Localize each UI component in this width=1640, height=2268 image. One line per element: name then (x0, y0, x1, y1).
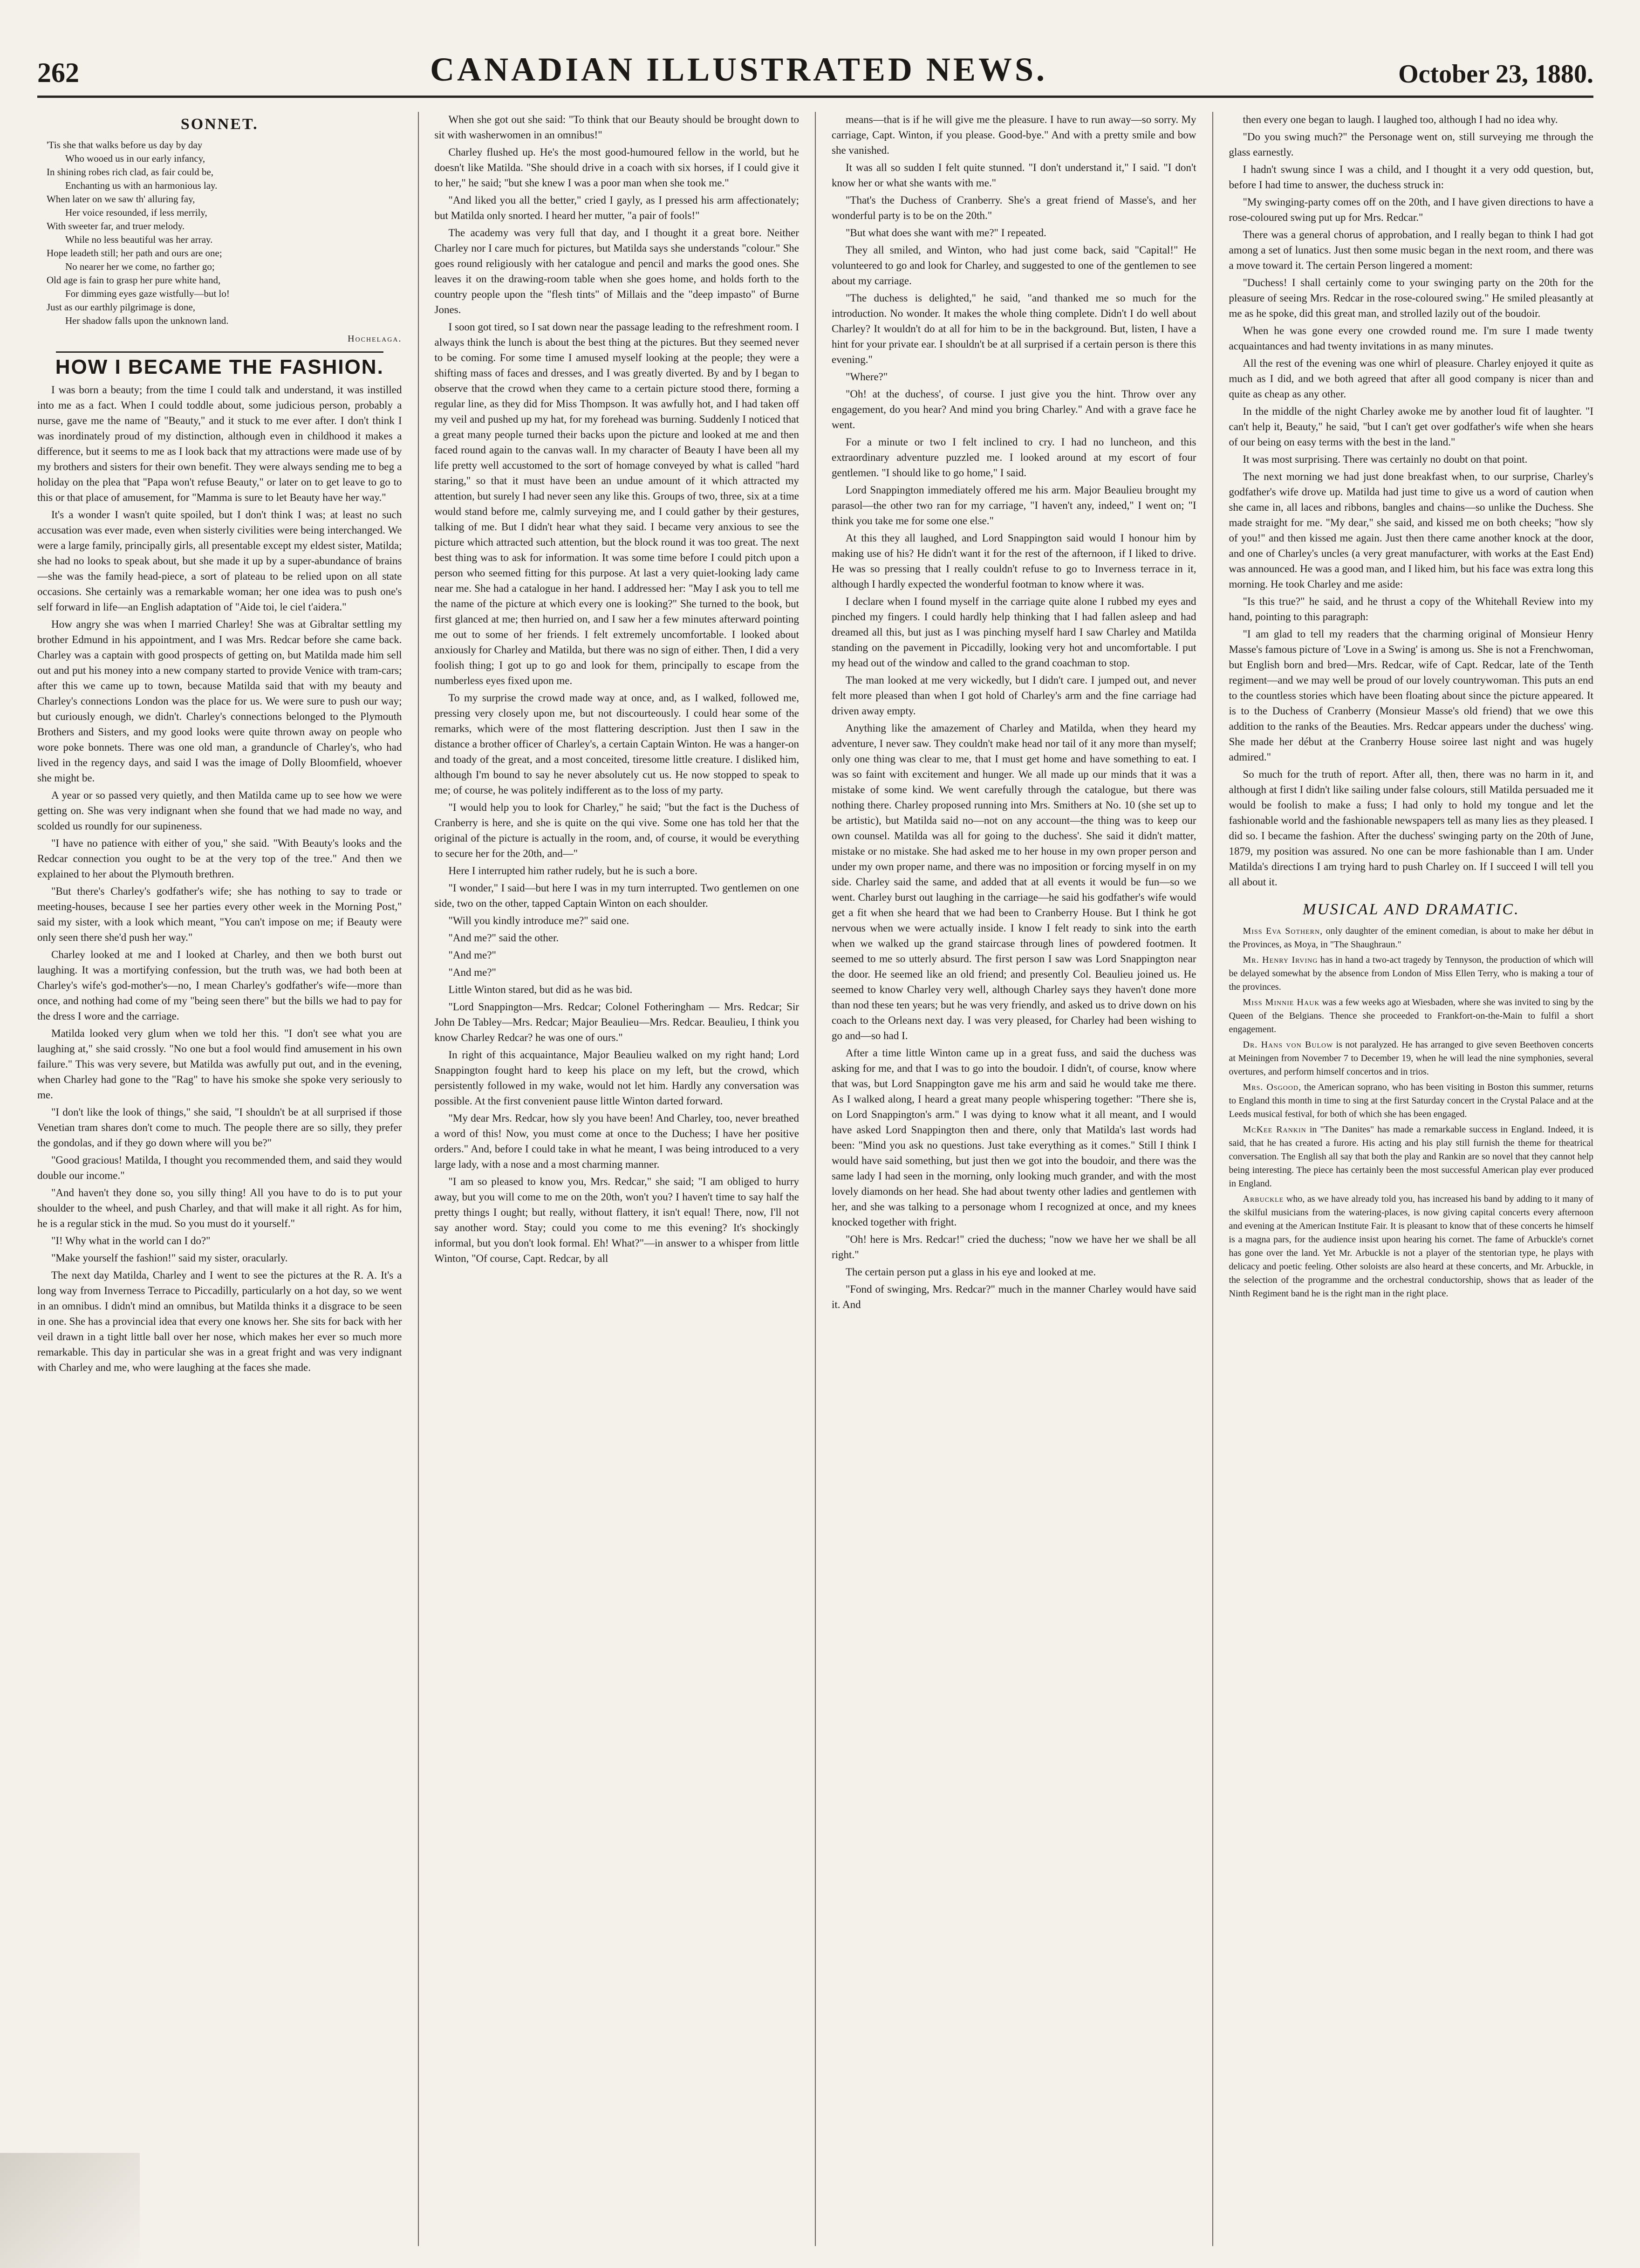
sonnet-line: Her voice resounded, if less merrily, (65, 207, 207, 218)
issue-date: October 23, 1880. (1398, 60, 1593, 89)
story-paragraph: "I am so pleased to know you, Mrs. Redcar," she said; "I am obliged to hurry away, but you will come to me on the 20th, won't you? I haven't time to say half the pretty things I ought; but really, without flattery, it isn't equal! There, now, I'll not say another word. Stay; could you come to me this evening? It's shockingly informal, but you don't look formal. Eh! What?"—in answer to a whisper from little Winton, "Of course, Capt. Redcar, by all (434, 1176, 799, 1264)
column-3 (815, 112, 1212, 2246)
musical-item (1229, 1038, 1594, 1079)
story-paragraph: "I wonder," I said—but here I was in my turn interrupted. Two gentlemen on one side, two on the other, tapped Captain Winton on each shoulder. (434, 882, 799, 909)
column-2 (418, 112, 815, 2246)
sonnet-signature: Hochelaga. (348, 334, 402, 344)
sonnet-line: Who wooed us in our early infancy, (65, 153, 205, 164)
musical-item (1229, 1192, 1594, 1301)
sonnet-line: With sweeter far, and truer melody. (47, 220, 185, 232)
story-paragraph: A year or so passed very quietly, and then Matilda came up to see how we were getting on. She was very indignant when she found that we had made no way, and scolded us roundly for our supineness. (37, 789, 402, 832)
article-title: HOW I BECAME THE FASHION. (55, 356, 384, 378)
story-paragraph: It was most surprising. There was certainly no doubt on that point. (1243, 453, 1528, 465)
story-paragraph: "And liked you all the better," cried I gayly, as I pressed his arm affectionately; but Matilda only snorted. I heard her mutter, "a pair of fools!" (434, 194, 799, 221)
story-paragraph: "My dear Mrs. Redcar, how sly you have been! And Charley, too, never breathed a word of this! Now, you must come at once to the Duchess; I have her positive orders." And, before I could take in what he meant, I was being introduced to a very large lady, with a nose and a most charming manner. (434, 1112, 799, 1170)
column-4 (1212, 112, 1594, 2246)
story-text-col4 (1229, 112, 1594, 890)
story-paragraph: At this they all laughed, and Lord Snappington said would I honour him by making use of his? He didn't want it for the rest of the afternoon, if I liked to drive. He was so pressing that I really couldn't refuse to go to Inverness terrace in it, although I hardly expected the wonderful footman to know where it was. (832, 532, 1196, 590)
sonnet-line: 'Tis she that walks before us day by day (47, 139, 203, 151)
story-paragraph: means—that is if he will give me the pleasure. I have to run away—so sorry. My carriage, Capt. Winton, if you please. Good-bye." And with a pretty smile and bow she vanished. (832, 114, 1196, 156)
divider-rule (56, 351, 383, 353)
sonnet-line: While no less beautiful was her array. (65, 234, 213, 245)
sonnet-line: Old age is fain to grasp her pure white hand, (47, 274, 221, 286)
story-paragraph: It was all so sudden I felt quite stunned. "I don't understand it," I said. "I don't know her or what she wants with me." (832, 162, 1196, 189)
musical-item-name: Arbuckle (1243, 1194, 1284, 1204)
story-paragraph: "But what does she want with me?" I repeated. (846, 227, 1046, 239)
story-paragraph: The next day Matilda, Charley and I went to see the pictures at the R. A. It's a long way from Inverness Terrace to Piccadilly, particularly on a hot day, so we went in an omnibus. I didn't mind an omnibus, but Matilda thinks it a disgrace to be seen in one. She has a provincial idea that every one knows her. She sits for back with her veil drawn in a tight little ball over her nose, which makes her ever so much more remarkable. This day in particular she was in a great fright and was very indignant with Charley and me, who were laughing at the faces she made. (37, 1269, 402, 1373)
story-paragraph: In right of this acquaintance, Major Beaulieu walked on my right hand; Lord Snappington fought hard to keep his place on my left, but the crowd, which persistently followed in my wake, would not let him. Hardly any conversation was possible. At the first convenient pause little Winton darted forward. (434, 1049, 799, 1107)
story-paragraph: "I! Why what in the world can I do?" (51, 1235, 211, 1247)
musical-items (1229, 925, 1594, 1301)
story-paragraph: then every one began to laugh. I laughed too, although I had no idea why. (1243, 114, 1558, 125)
story-text-col2 (435, 112, 800, 1266)
musical-item-text: has in hand a two-act tragedy by Tennyson, the production of which will be delayed somewhat by the absence from London of Miss Ellen Terry, who is making a tour of the provinces. (1229, 955, 1593, 992)
story-paragraph: "And me?" (448, 949, 496, 961)
story-paragraph: The certain person put a glass in his eye and looked at me. (846, 1266, 1096, 1278)
sonnet-line: No nearer her we come, no farther go; (65, 261, 215, 272)
story-paragraph: "Duchess! I shall certainly come to your swinging party on the 20th for the pleasure of seeing Mrs. Redcar in the rose-coloured swing." He smiled pleasantly at me as he spoke, did this great man, and strolled lazily out of the boudoir. (1229, 277, 1593, 319)
musical-item (1229, 925, 1594, 952)
musical-item-name: Mrs. Osgood, (1243, 1082, 1302, 1092)
musical-item-name: Miss Minnie Hauk (1243, 997, 1320, 1007)
musical-item-text: who, as we have already told you, has increased his band by adding to it many of the skilful musicians from the watering-places, is now giving capital concerts every afternoon and evening at the American Institute Fair. It is pleasant to know that of these concerts he himself is a magna pars, for the audience insist upon hearing his cornet. The fame of Arbuckle's cornet has gone over the land. Yet Mr. Arbuckle is not a player of the stentorian type, he plays with delicacy and poetic feeling. Other soloists are also heard at these concerts, and Mr. Arbuckle, in the selection of the programme and the orchestral conductorship, shows that as leader of the Ninth Regiment band he is the right man in the right place. (1229, 1194, 1593, 1299)
sonnet-line: For dimming eyes gaze wistfully—but lo! (65, 288, 230, 299)
story-paragraph: All the rest of the evening was one whirl of pleasure. Charley enjoyed it quite as much as I did, and we both agreed that after all good company is nicer than and quite as cheap as any other. (1229, 357, 1593, 400)
musical-item (1229, 1123, 1594, 1191)
story-paragraph: Matilda looked very glum when we told her this. "I don't see what you are laughing at," she said crossly. "No one but a fool would find amusement in his own failure." This was very severe, but Matilda was awfully put out, and in the evening, when Charley had gone to the "Rag" to have his smoke she spoke very seriously to me. (37, 1028, 402, 1101)
story-paragraph: "But there's Charley's godfather's wife; she has nothing to say to trade or meeting-houses, because I see her parties every other week in the Morning Post," said my sister, with a look which meant, "You can't impose on me; if Beauty were only seen there she'd push her way." (37, 885, 402, 943)
story-paragraph: "Lord Snappington—Mrs. Redcar; Colonel Fotheringham — Mrs. Redcar; Sir John De Tabley—Mrs. Redcar; Major Beaulieu—Mrs. Redcar. Beaulieu, I think you know Charley Redcar? he was one of ours." (434, 1001, 799, 1043)
story-paragraph: Charley looked at me and I looked at Charley, and then we both burst out laughing. It was a mortifying confession, but the truth was, we had both been at Charley's wife's god-mother's—no, I mean Charley's godfather's wife—more than once, and nothing had come of my "being seen there" but the bills we had to pay for the dress I wore and the carriage. (37, 949, 402, 1022)
musical-item-name: McKee Rankin (1243, 1124, 1306, 1135)
musical-item-name: Dr. Hans von Bulow (1243, 1040, 1333, 1050)
masthead (37, 19, 1593, 98)
musical-item-text: is not paralyzed. He has arranged to give seven Beethoven concerts at Meiningen from November 7 to December 19, when he will lead the nine symphonies, several overtures, and perform himself concertos and in trios. (1229, 1040, 1593, 1077)
story-paragraph: "I have no patience with either of you," she said. "With Beauty's looks and the Redcar connection you ought to be at the very top of the tree." And then we explained to her about the Plymouth brethren. (37, 837, 402, 880)
musical-item-text: the American soprano, who has been visiting in Boston this summer, returns to England this month in time to sing at the first Saturday concert in the Crystal Palace and at the Leeds musical festival, for both of which she has been engaged. (1229, 1082, 1593, 1119)
story-paragraph: In the middle of the night Charley awoke me by another loud fit of laughter. "I can't help it, Beauty," he said, "but I can't get over godfather's wife when she hears of our being on easy terms with the best in the land." (1229, 405, 1593, 448)
story-paragraph: When she got out she said: "To think that our Beauty should be brought down to sit with washerwomen in an omnibus!" (434, 114, 799, 141)
story-paragraph: When he was gone every one crowded round me. I'm sure I made twenty acquaintances and had twenty invitations in as many minutes. (1229, 325, 1593, 352)
musical-item-text: in "The Danites" has made a remarkable success in England. Indeed, it is said, that he has created a furore. His acting and his play still furnish the theme for theatrical conversation. The English all say that both the play and Rankin are so novel that they cannot help being interesting. The piece has certainly been the most successful American play ever produced in England. (1229, 1124, 1593, 1189)
story-text-col3 (832, 112, 1196, 1312)
musical-item-name: Miss Eva Sothern, (1243, 926, 1323, 936)
sonnet-line: Just as our earthly pilgrimage is done, (47, 301, 196, 313)
newspaper-page (19, 19, 1612, 2246)
sonnet-line: Enchanting us with an harmonious lay. (65, 180, 218, 191)
story-paragraph: I hadn't swung since I was a child, and I thought it a very odd question, but, before I had time to answer, the duchess struck in: (1229, 164, 1593, 191)
story-paragraph: "Fond of swinging, Mrs. Redcar?" much in the manner Charley would have said it. And (832, 1283, 1196, 1310)
story-text-col1 (37, 382, 402, 1375)
story-paragraph: "Good gracious! Matilda, I thought you recommended them, and said they would double our income." (37, 1154, 402, 1181)
story-paragraph: "I would help you to look for Charley," he said; "but the fact is the Duchess of Cranberry is here, and she is quite on the qui vive. Some one has told her that the original of the picture is actually in the room, and, of course, it would be everything to secure her for the 20th, and—" (434, 802, 799, 859)
story-paragraph: Here I interrupted him rather rudely, but he is such a bore. (448, 865, 697, 877)
story-paragraph: There was a general chorus of approbation, and I really began to think I had got among a set of lunatics. Just then some music began in the next room, and there was a move toward it. The certain Person lingered a moment: (1229, 229, 1593, 271)
story-paragraph: "I don't like the look of things," she said, "I shouldn't be at all surprised if those Venetian tram shares don't come to much. The people there are so silly, they prefer the gondolas, and if they go down where will you be?" (37, 1106, 402, 1149)
story-paragraph: "Will you kindly introduce me?" said one. (448, 915, 629, 926)
musical-item (1229, 996, 1594, 1036)
sonnet-title: SONNET. (180, 116, 259, 133)
story-paragraph: "Make yourself the fashion!" said my sister, oracularly. (51, 1252, 288, 1264)
columns (37, 112, 1593, 2246)
story-paragraph: "That's the Duchess of Cranberry. She's a great friend of Masse's, and her wonderful party is to be on the 20th." (832, 194, 1196, 221)
story-paragraph: Charley flushed up. He's the most good-humoured fellow in the world, but he doesn't like Matilda. "She should drive in a coach with six horses, if I could give it to her," he said; "but she knew I was a poor man when she took me." (434, 146, 799, 189)
story-paragraph: "My swinging-party comes off on the 20th, and I have given directions to have a rose-coloured swing put up for Mrs. Redcar." (1229, 196, 1593, 223)
story-paragraph: "Oh! at the duchess', of course. I just give you the hint. Throw over any engagement, do you hear? And mind you bring Charley." And with a grave face he went. (832, 388, 1196, 431)
page-number: 262 (37, 57, 79, 88)
sonnet-line: Her shadow falls upon the unknown land. (65, 315, 229, 326)
story-paragraph: "Oh! here is Mrs. Redcar!" cried the duchess; "now we have her we shall be all right." (832, 1233, 1196, 1261)
sonnet-line: Hope leadeth still; her path and ours are one; (47, 247, 222, 259)
story-paragraph: "And haven't they done so, you silly thing! All you have to do is to put your shoulder to the wheel, and push Charley, and that will make it all right. As for him, he is a regular stick in the mud. So you must do it yourself." (37, 1187, 402, 1229)
story-paragraph: How angry she was when I married Charley! She was at Gibraltar settling my brother Edmund in his appointment, and I was Mrs. Redcar before she came back. Charley was a captain with good prospects of getting on, but Matilda made him sell out and put his money into a new company started to provide Venice with tram-cars; after this we came up to town, because Matilda said that with my beauty and Charley's connections London was the place for us. We were sure to push our way; but curiously enough, we didn't. Charley's connections belonged to the Plymouth Brothers and Sisters, and my good looks were quite thrown away on people who wore poke bonnets. There was one old man, a granduncle of Charley's, who had lived in the regency days, and said I was the image of Dolly Bloomfield, whoever she might be. (37, 618, 402, 784)
story-paragraph: "The duchess is delighted," he said, "and thanked me so much for the introduction. No wonder. It makes the whole thing complete. Didn't I do well about Charley? It wouldn't do at all for him to be in the background. But, listen, I have a hint for your private ear. I shouldn't be at all surprised if a certain person is there this evening." (832, 292, 1196, 365)
story-paragraph: For a minute or two I felt inclined to cry. I had no luncheon, and this extraordinary adventure puzzled me. I looked around at my escort of four gentlemen. "I should like to go home," I said. (832, 436, 1196, 479)
musical-item (1229, 953, 1594, 994)
musical-dramatic-title: MUSICAL AND DRAMATIC. (1302, 901, 1520, 918)
story-paragraph: I soon got tired, so I sat down near the passage leading to the refreshment room. I always think the lunch is about the best thing at the pictures. But they seemed never to be coming. For some time I amused myself looking at the people; they were a shifting mass of faces and dresses, and I was greatly diverted. By and by I began to observe that the crowd when they came to a certain picture stood there, forming a regular line, as they did for Miss Thompson. It was awfully hot, and I had taken off my veil and pushed up my hat, for my forehead was burning. Suddenly I noticed that a great many people turned their backs upon the picture and looked at me and then faced round again to the canvas wall. In my character of Beauty I have been all my life pretty well accustomed to the sort of homage conveyed by what is called "hard staring," so that it must have been an undue amount of it which attracted my attention, but surely I had never seen any like this. Groups of two, three, six at a time would stand before me, calmly surveying me, and I could gather by their gestures, talking of me. But I didn't hear what they said. I became very anxious to see the picture which attracted such attention, but the block round it was too great. The next best thing was to ask for information. It was some time before I could pitch upon a person who seemed fitting for this purpose. At last a very quiet-looking lady came near me. She had a catalogue in her hand. I addressed her: "May I ask you to tell me the name of the picture at which every one is looking?" She turned to the book, but first glanced at me; then hurried on, and I saw her a few minutes afterward pointing me out to some of her friends. I felt extremely uncomfortable. I looked about anxiously for Charley and Matilda, but there was no sign of either. Then, I did a very foolish thing; I got up to go and look for them, principally to escape from the numberless eyes fixed upon me. (434, 321, 799, 686)
story-paragraph: The man looked at me very wickedly, but I didn't care. I jumped out, and never felt more pleased than when I got hold of Charley's arm and the fine carriage had driven away empty. (832, 674, 1196, 717)
story-paragraph: Lord Snappington immediately offered me his arm. Major Beaulieu brought my parasol—the other two ran for my carriage, "I haven't any, indeed," I went on; "I think you take me for some one else." (832, 484, 1196, 527)
story-paragraph: Little Winton stared, but did as he was bid. (448, 984, 633, 995)
story-paragraph: After a time little Winton came up in a great fuss, and said the duchess was asking for me, and that I was to go into the boudoir. I didn't, of course, know where that was, but Lord Snappington gave me his arm and said he would take me there. As I walked along, I heard a great many people whispering together: "There she is, on Lord Snappington's arm." I was dying to know what it all meant, and I would have asked Lord Snappington then and there, only that Matilda's last words had been: "Mind you ask no questions. Just take everything as it comes." Still I think I would have said something, but just then we got into the boudoir, and there was the same lady I had seen in the morning, only looking much grander, and with the most lovely diamonds on her head. She had about twenty other ladies and gentlemen with her, and she was talking to a personage whom I recognized at once, and my knees knocked together with fright. (832, 1047, 1196, 1228)
sonnet-body (47, 138, 402, 328)
story-paragraph: "And me?" said the other. (448, 932, 559, 944)
story-paragraph: "Do you swing much?" the Personage went on, still surveying me through the glass earnestly. (1229, 131, 1593, 158)
story-paragraph: Anything like the amazement of Charley and Matilda, when they heard my adventure, I never saw. They couldn't make head nor tail of it any more than myself; only one thing was clear to me, that I must get home and have something to eat. I was so faint with excitement and hunger. We all made up our minds that it was a mistake of some kind. We went carefully through the catalogue, but there was nothing there. Charley proposed running into Mrs. Smithers at No. 10 (she set up to be artistic), but Matilda said no—not on any account—the thing was to keep our own counsel. Matilda was all for going to the duchess'. She said it didn't matter, mistake or no mistake. She had asked me to her house in my own proper person and under my own proper name, and there was no imposition or forcing myself in on my side. Charley said the same, and added that at all events it would be fun—so we went. Charley burst out laughing in the carriage—he said his godfather's wife would get a fit when she heard that we had been to Cranberry House. But I think he got nervous when we were actually inside. I know I felt ready to sink into the earth when we walked up the grand staircase through lines of powdered footmen. It seemed to me so utterly absurd. The first person I saw was Lord Snappington near the door. He seemed like an old friend; and presently Col. Beaulieu joined us. He seemed to know Charley very well, although Charley says they haven't done more than nod these ten years; but he was very friendly, and asked us to drive down on his coach to the Orleans next day. I was very pleased, for Charley had been wishing to go and—so had I. (832, 722, 1196, 1041)
sonnet-line: When later on we saw th' alluring fay, (47, 193, 195, 205)
story-paragraph: "And me?" (448, 966, 496, 978)
musical-item-text: only daughter of the eminent comedian, is about to make her début in the Provinces, as Moya, in "The Shaughraun." (1229, 926, 1593, 950)
story-paragraph: They all smiled, and Winton, who had just come back, said "Capital!" He volunteered to go and look for Charley, and suggested to one of the gentlemen to see about my carriage. (832, 244, 1196, 287)
story-paragraph: It's a wonder I wasn't quite spoiled, but I don't think I was; at least no such accusation was ever made, even when sisterly civilities were being interchanged. We were a large family, principally girls, all presentable except my eldest sister, Matilda; she had no looks to speak about, but she made it up by a super-abundance of brains—she was the family head-piece, a sort of plateau to be relied upon on all state occasions. She certainly was a remarkable woman; her one idea was to push one's self forward in life—an English adaptation of "Aide toi, le ciel t'aidera." (37, 509, 402, 613)
column-1 (37, 112, 418, 2246)
story-paragraph: The academy was very full that day, and I thought it a great bore. Neither Charley nor I care much for pictures, but Matilda says she understands "colour." She goes round religiously with her catalogue and pencil and marks the good ones. She leaves it on the drawing-room table when she goes home, and holds forth to the country people upon the "flesh tints" of Millais and the "deep impasto" of Burne Jones. (434, 227, 799, 315)
musical-item (1229, 1081, 1594, 1121)
musical-item-name: Mr. Henry Irving (1243, 955, 1318, 965)
musical-item-text: was a few weeks ago at Wiesbaden, where she was invited to sing by the Queen of the Belgians. Thence she proceeded to Frankfort-on-the-Main to fulfil a short engagement. (1229, 997, 1593, 1035)
story-paragraph: "Is this true?" he said, and he thrust a copy of the Whitehall Review into my hand, pointing to this paragraph: (1229, 596, 1593, 623)
newspaper-title: CANADIAN ILLUSTRATED NEWS. (430, 51, 1047, 88)
story-paragraph: To my surprise the crowd made way at once, and, as I walked, followed me, pressing very closely upon me, but not discourteously. I could hear some of the remarks, which were of the most flattering description. Just then I saw in the distance a brother officer of Charley's, a certain Captain Winton. He was a hanger-on and toady of the great, and a most conceited, tiresome little creature. I disliked him, although I'm bound to say he never absolutely cut us. He now stopped to speak to me; of course, he was politely indifferent as to the loss of my party. (434, 692, 799, 796)
story-paragraph: I declare when I found myself in the carriage quite alone I rubbed my eyes and pinched my fingers. I could hardly help thinking that I had fallen asleep and had dreamed all this, but just as I was pinching myself hard I saw Charley and Matilda standing on the pavement in Piccadilly, looking very hot and uncomfortable. I put my head out of the window and called to the grand coachman to stop. (832, 596, 1196, 669)
story-paragraph: The next morning we had just done breakfast when, to our surprise, Charley's godfather's wife drove up. Matilda had just time to give us a word of caution when she came in, all laces and ribbons, bangles and chains—so unlike the Duchess. She made straight for me. "My dear," she said, and kissed me on both cheeks; "how sly of you!" and then kissed me again. Just then there came another knock at the door, and one of Charley's uncles (a very great manufacturer, with works at the East End) was announced. He was a good man, and I liked him, but his face was extra long this morning. He took Charley and me aside: (1229, 471, 1593, 590)
story-paragraph: So much for the truth of report. After all, then, there was no harm in it, and although at first I didn't like sailing under false colours, still Matilda persuaded me it would be foolish to make a fuss; I had only to hold my tongue and let the fashionable world and the fashionable newspapers tell as many lies as they pleased. I did so. I became the fashion. After the duchess' swinging party on the 20th of June, 1879, my position was assured. No one can be more fashionable than I am. Under Matilda's directions I am trying hard to push Charley on. If I succeed I will tell you all about it. (1229, 768, 1593, 888)
story-paragraph: "Where?" (846, 371, 888, 383)
page-shadow (0, 2153, 140, 2268)
story-paragraph: "I am glad to tell my readers that the charming original of Monsieur Henry Masse's famous picture of 'Love in a Swing' is among us. She is not a Frenchwoman, but English born and bred—Mrs. Redcar, wife of Capt. Redcar, late of the Tenth regiment—and we may well be proud of our lovely countrywoman. This puts an end to the countless stories which have been floating about since the picture appeared. It is to the Duchess of Cranberry (Monsieur Masse's old friend) that we owe this addition to the ranks of the Beauties. Mrs. Redcar appears under the duchess' wing. She made her début at the Cranberry House soiree last night and was hugely admired." (1229, 628, 1593, 763)
sonnet-line: In shining robes rich clad, as fair could be, (47, 166, 214, 178)
story-paragraph: I was born a beauty; from the time I could talk and understand, it was instilled into me as a fact. When I could toddle about, some judicious person, probably a nurse, gave me the name of "Beauty," and it stuck to me ever after. I don't think I was inordinately proud of my distinction, although even in childhood it makes a difference, but it seems to me as I look back that my attractions were made use of by my brothers and sisters for their own benefit. They were always sending me to beg a holiday on the plea that "Papa won't refuse Beauty," or later on to get leave to go to this or that place of amusement, for "Mamma is sure to let Beauty have her way." (37, 384, 402, 503)
